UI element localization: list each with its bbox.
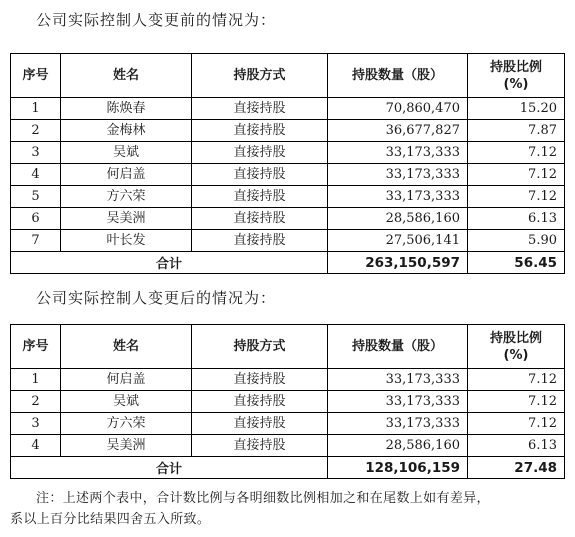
cell-ratio: 7.12 xyxy=(468,413,565,435)
table-row xyxy=(11,391,565,413)
cell-seq: 6 xyxy=(11,208,61,230)
header-ratio-line1: 持股比例 xyxy=(489,59,542,75)
cell-method: 直接持股 xyxy=(192,164,328,186)
table-row xyxy=(11,208,565,230)
cell-shares: 36,677,827 xyxy=(328,120,468,142)
holdings-table-before xyxy=(10,53,565,274)
cell-shares: 33,173,333 xyxy=(328,369,468,391)
cell-ratio: 6.13 xyxy=(468,208,565,230)
cell-name: 吴美洲 xyxy=(61,208,192,230)
header-ratio-line2: (%) xyxy=(503,76,529,92)
header-ratio-line1: 持股比例 xyxy=(489,330,542,346)
total-shares: 128,106,159 xyxy=(328,457,468,479)
intro-before: 公司实际控制人变更前的情况为： xyxy=(36,11,277,29)
total-ratio: 27.48 xyxy=(468,457,565,479)
table-header-row xyxy=(11,325,565,369)
header-seq: 序号 xyxy=(11,325,61,369)
cell-shares: 70,860,470 xyxy=(328,98,468,120)
cell-name: 方六荣 xyxy=(61,413,192,435)
cell-shares: 28,586,160 xyxy=(328,208,468,230)
cell-method: 直接持股 xyxy=(192,120,328,142)
cell-method: 直接持股 xyxy=(192,186,328,208)
total-ratio: 56.45 xyxy=(468,252,565,274)
table-row xyxy=(11,369,565,391)
footnote-line-2: 系以上百分比结果四舍五入所致。 xyxy=(10,512,211,527)
table-header-row xyxy=(11,54,565,98)
cell-seq: 5 xyxy=(11,186,61,208)
table-row xyxy=(11,230,565,252)
table-row xyxy=(11,120,565,142)
cell-method: 直接持股 xyxy=(192,230,328,252)
cell-name: 何启盖 xyxy=(61,369,192,391)
cell-shares: 33,173,333 xyxy=(328,142,468,164)
cell-name: 方六荣 xyxy=(61,186,192,208)
cell-method: 直接持股 xyxy=(192,142,328,164)
cell-method: 直接持股 xyxy=(192,413,328,435)
cell-shares: 33,173,333 xyxy=(328,413,468,435)
cell-name: 叶长发 xyxy=(61,230,192,252)
table-row xyxy=(11,413,565,435)
total-shares: 263,150,597 xyxy=(328,252,468,274)
cell-seq: 1 xyxy=(11,98,61,120)
header-shares: 持股数量（股） xyxy=(328,54,468,98)
header-shares: 持股数量（股） xyxy=(328,325,468,369)
cell-seq: 1 xyxy=(11,369,61,391)
cell-ratio: 7.12 xyxy=(468,164,565,186)
table-row xyxy=(11,435,565,457)
footnote-line-1: 注：上述两个表中，合计数比例与各明细数比例相加之和在尾数上如有差异， xyxy=(36,491,490,506)
cell-seq: 3 xyxy=(11,413,61,435)
cell-shares: 33,173,333 xyxy=(328,186,468,208)
total-row xyxy=(11,252,565,274)
cell-seq: 2 xyxy=(11,120,61,142)
table-row xyxy=(11,164,565,186)
cell-name: 金梅林 xyxy=(61,120,192,142)
cell-ratio: 7.87 xyxy=(468,120,565,142)
cell-method: 直接持股 xyxy=(192,435,328,457)
cell-name: 吴斌 xyxy=(61,391,192,413)
cell-seq: 4 xyxy=(11,164,61,186)
cell-shares: 27,506,141 xyxy=(328,230,468,252)
cell-method: 直接持股 xyxy=(192,391,328,413)
holdings-table-after xyxy=(10,324,565,479)
table-row xyxy=(11,186,565,208)
footnote xyxy=(10,488,566,530)
cell-ratio: 5.90 xyxy=(468,230,565,252)
cell-ratio: 7.12 xyxy=(468,186,565,208)
cell-method: 直接持股 xyxy=(192,369,328,391)
cell-ratio: 15.20 xyxy=(468,98,565,120)
header-method: 持股方式 xyxy=(192,325,328,369)
header-method: 持股方式 xyxy=(192,54,328,98)
cell-seq: 4 xyxy=(11,435,61,457)
total-label: 合计 xyxy=(11,457,328,479)
cell-seq: 7 xyxy=(11,230,61,252)
cell-name: 吴斌 xyxy=(61,142,192,164)
cell-ratio: 6.13 xyxy=(468,435,565,457)
cell-shares: 28,586,160 xyxy=(328,435,468,457)
header-name: 姓名 xyxy=(61,54,192,98)
intro-after: 公司实际控制人变更后的情况为： xyxy=(36,289,277,307)
cell-ratio: 7.12 xyxy=(468,142,565,164)
cell-ratio: 7.12 xyxy=(468,391,565,413)
cell-seq: 2 xyxy=(11,391,61,413)
table-row xyxy=(11,142,565,164)
total-label: 合计 xyxy=(11,252,328,274)
header-ratio xyxy=(468,54,565,98)
header-ratio xyxy=(468,325,565,369)
cell-name: 何启盖 xyxy=(61,164,192,186)
cell-shares: 33,173,333 xyxy=(328,391,468,413)
cell-method: 直接持股 xyxy=(192,98,328,120)
total-row xyxy=(11,457,565,479)
header-name: 姓名 xyxy=(61,325,192,369)
cell-shares: 33,173,333 xyxy=(328,164,468,186)
table-row xyxy=(11,98,565,120)
cell-ratio: 7.12 xyxy=(468,369,565,391)
cell-seq: 3 xyxy=(11,142,61,164)
header-seq: 序号 xyxy=(11,54,61,98)
cell-name: 陈焕春 xyxy=(61,98,192,120)
cell-method: 直接持股 xyxy=(192,208,328,230)
header-ratio-line2: (%) xyxy=(503,347,529,363)
cell-name: 吴美洲 xyxy=(61,435,192,457)
